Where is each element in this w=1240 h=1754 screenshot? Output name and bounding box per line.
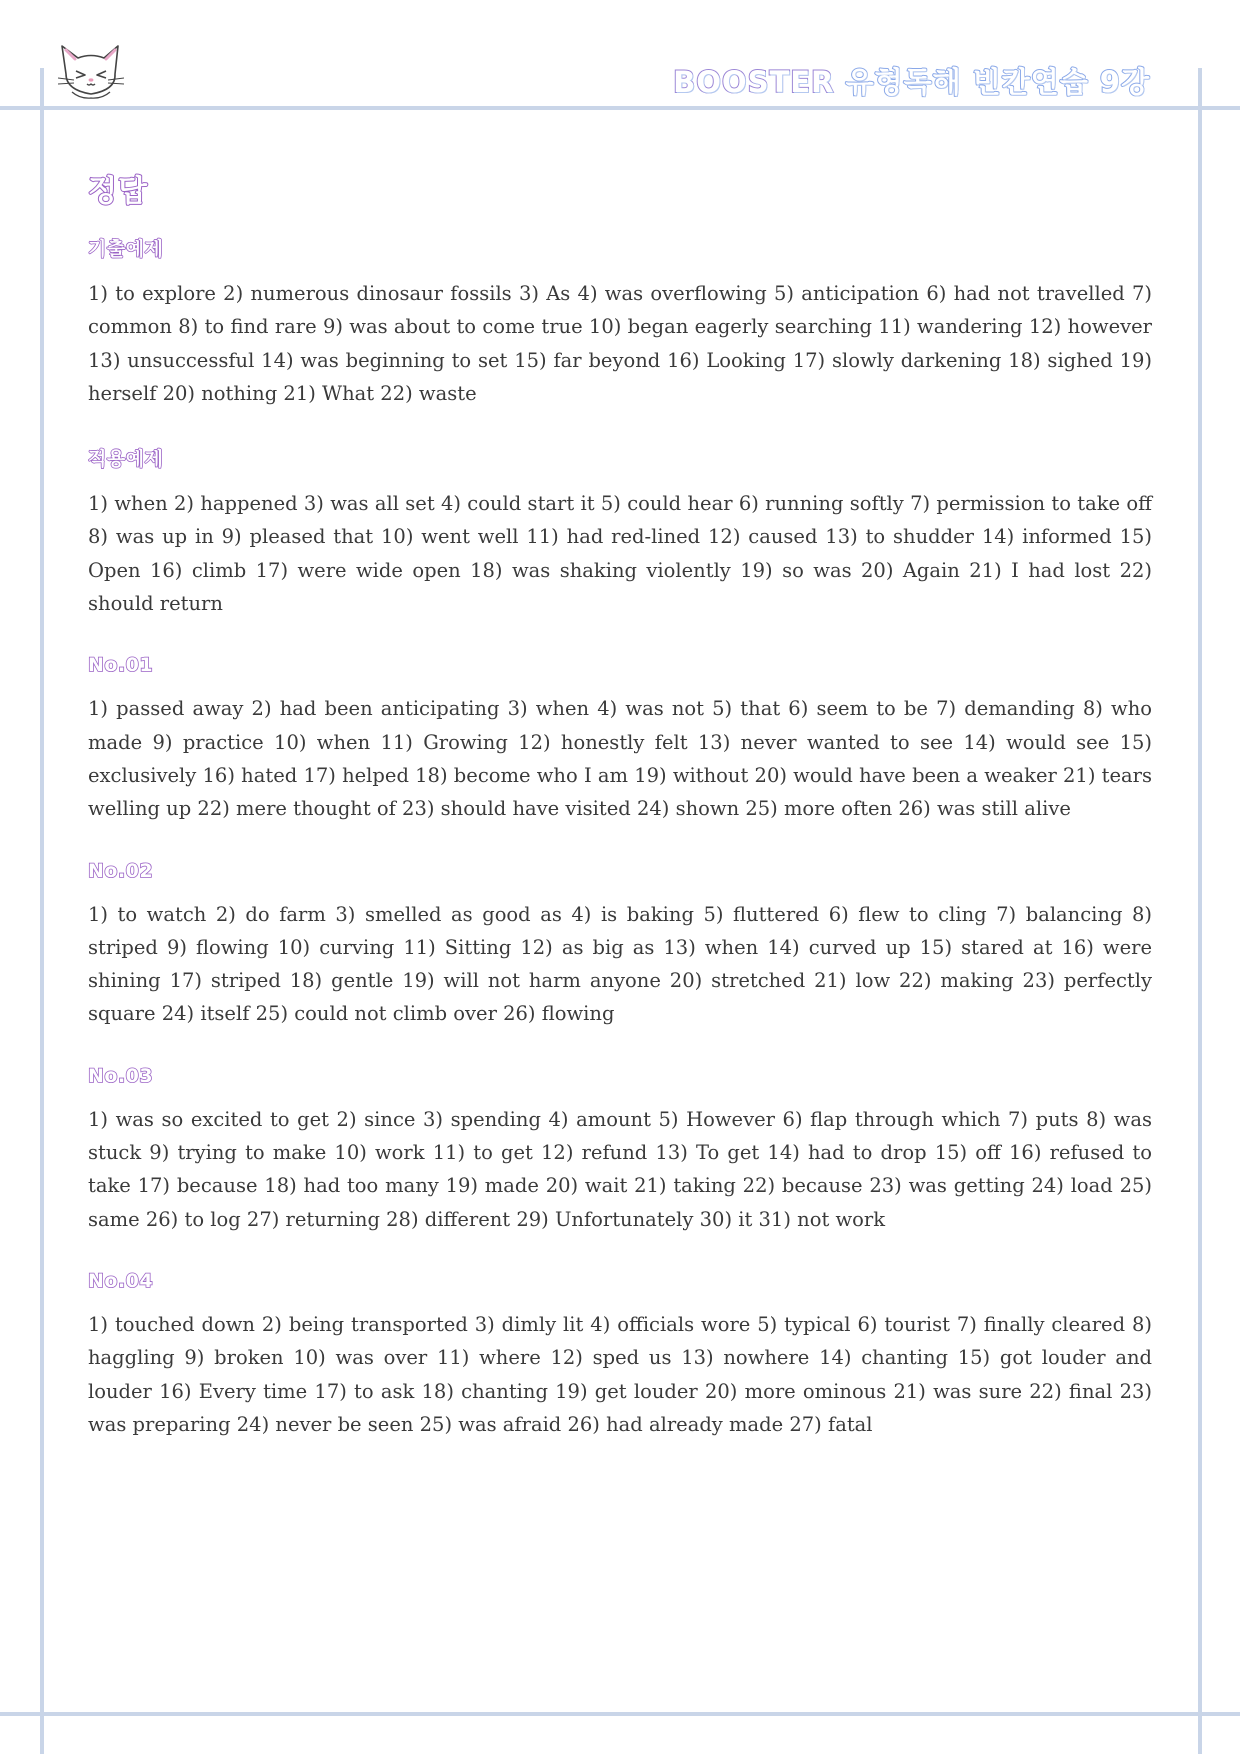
answer-text: 1) to explore 2) numerous dinosaur fossils 3) As 4) was overflowing 5) anticipation 6) had not travelled 7) common 8) to find rare 9) was about to come true 10) began eagerly searching 11) wandering 12) however 13) unsuccessful 14) was beginning to set 15) far beyond 16) Looking 17) slowly darkening 18) sighed 19) herself 20) nothing 21) What 22) waste <box>88 282 1152 405</box>
frame-right-line <box>1198 68 1202 1754</box>
answer-section <box>88 444 1152 620</box>
header-title-course: 유형독해 빈칸연습 9강 <box>845 65 1150 99</box>
header-title-brand: BOOSTER <box>673 65 835 99</box>
answer-content <box>88 160 1152 1475</box>
answer-section <box>88 234 1152 410</box>
frame-left-line <box>40 68 44 1754</box>
answer-text: 1) passed away 2) had been anticipating 3) when 4) was not 5) that 6) seem to be 7) demanding 8) who made 9) practice 10) when 11) Growing 12) honestly felt 13) never wanted to see 14) would see 15) exclusively 16) hated 17) helped 18) become who I am 19) without 20) would have been a weaker 21) tears welling up 22) mere thought of 23) should have visited 24) shown 25) more often 26) was still alive <box>88 697 1152 821</box>
section-label: No.01 <box>88 654 154 677</box>
answer-text: 1) when 2) happened 3) was all set 4) could start it 5) could hear 6) running softly 7) permission to take off 8) was up in 9) pleased that 10) went well 11) had red-lined 12) caused 13) to shudder 14) informed 15) Open 16) climb 17) were wide open 18) was shaking violently 19) so was 20) Again 21) I had lost 22) should return <box>88 492 1152 616</box>
answer-section <box>88 1270 1152 1441</box>
answer-section <box>88 860 1152 1031</box>
cat-logo-icon <box>58 44 124 100</box>
section-label: No.03 <box>88 1064 154 1087</box>
answer-section <box>88 1065 1152 1236</box>
header-title <box>673 60 1150 101</box>
answer-text: 1) touched down 2) being transported 3) dimly lit 4) officials wore 5) typical 6) tourist 7) finally cleared 8) haggling 9) broken 10) was over 11) where 12) sped us 13) nowhere 14) chanting 15) got louder and louder 16) Every time 17) to ask 18) chanting 19) get louder 20) more ominous 21) was sure 22) final 23) was preparing 24) never be seen 25) was afraid 26) had already made 27) fatal <box>88 1312 1152 1436</box>
answer-text: 1) to watch 2) do farm 3) smelled as good as 4) is baking 5) fluttered 6) flew to cling 7) balancing 8) striped 9) flowing 10) curving 11) Sitting 12) as big as 13) when 14) curved up 15) stared at 16) were shining 17) striped 18) gentle 19) will not harm anyone 20) stretched 21) low 22) making 23) perfectly square 24) itself 25) could not climb over 26) flowing <box>88 902 1152 1026</box>
frame-top-line <box>0 106 1240 110</box>
answer-text: 1) was so excited to get 2) since 3) spending 4) amount 5) However 6) flap through which 7) puts 8) was stuck 9) trying to make 10) work 11) to get 12) refund 13) To get 14) had to drop 15) off 16) refused to take 17) because 18) had too many 19) made 20) wait 21) taking 22) because 23) was getting 24) load 25) same 26) to log 27) returning 28) different 29) Unfortunately 30) it 31) not work <box>88 1107 1152 1231</box>
section-label: No.02 <box>88 859 154 882</box>
frame-bottom-line <box>0 1712 1240 1716</box>
answer-section <box>88 654 1152 825</box>
section-label: 기출예제 <box>88 238 164 260</box>
page-title: 정답 <box>88 174 148 209</box>
section-label: No.04 <box>88 1269 154 1292</box>
section-label: 적용예제 <box>88 448 164 471</box>
